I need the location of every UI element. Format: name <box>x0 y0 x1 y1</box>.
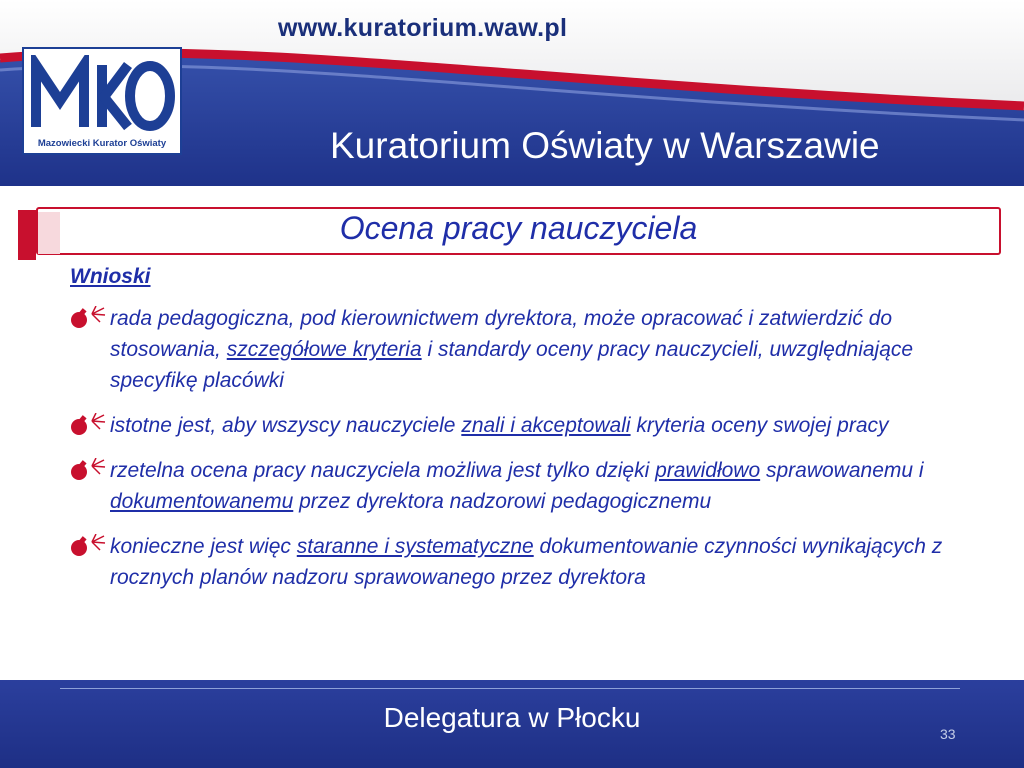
bullet-emphasis: dokumentowanemu <box>110 490 294 513</box>
bullet-emphasis: znali i akceptowali <box>461 414 631 437</box>
slide-content <box>70 265 990 607</box>
bomb-bullet-icon <box>70 306 106 330</box>
bullet-emphasis: prawidłowo <box>655 459 761 482</box>
slide-title: Ocena pracy nauczyciela <box>339 210 698 246</box>
bomb-bullet-icon <box>70 458 106 482</box>
bullet-text: rada pedagogiczna, pod kierownictwem dyrektora, może opracować i zatwierdzić do stosowania, <box>110 307 893 361</box>
footer-divider <box>60 688 960 689</box>
mko-logo-mark <box>30 55 176 135</box>
bomb-bullet-icon <box>70 534 106 558</box>
bullet-item <box>70 531 990 593</box>
bullet-text: przez dyrektora nadzorowi pedagogicznemu <box>293 490 712 513</box>
bullet-text: dokumentowanie czynności wynikających z rocznych planów nadzoru sprawowanego przez dyrektora <box>110 535 943 589</box>
bullet-text: sprawowanemu i <box>760 459 924 482</box>
bullet-item <box>70 303 990 396</box>
bullet-text: konieczne jest więc <box>110 535 297 558</box>
bullet-emphasis: staranne i systematyczne <box>296 535 534 558</box>
bullet-text: istotne jest, aby wszyscy nauczyciele <box>110 414 462 437</box>
bullet-emphasis: szczegółowe kryteria <box>226 338 422 361</box>
bomb-bullet-icon <box>70 413 106 437</box>
page-number: 33 <box>940 726 956 742</box>
bullet-text: rzetelna ocena pracy nauczyciela możliwa jest tylko dzięki <box>110 459 656 482</box>
bullet-text: kryteria oceny swojej pracy <box>630 414 889 437</box>
bullet-item <box>70 410 990 441</box>
mko-logo <box>22 47 182 155</box>
section-heading: Wnioski <box>70 265 151 288</box>
bullet-text: i standardy oceny pracy nauczycieli, uwzględniające specyfikę placówki <box>110 338 914 392</box>
organization-name: Kuratorium Oświaty w Warszawie <box>330 125 880 166</box>
title-accent <box>18 210 36 260</box>
website-url[interactable]: www.kuratorium.waw.pl <box>278 14 568 42</box>
header-banner <box>0 0 1024 200</box>
logo-caption: Mazowiecki Kurator Oświaty <box>37 138 167 149</box>
delegation-name: Delegatura w Płocku <box>383 702 641 733</box>
bullet-item <box>70 455 990 517</box>
